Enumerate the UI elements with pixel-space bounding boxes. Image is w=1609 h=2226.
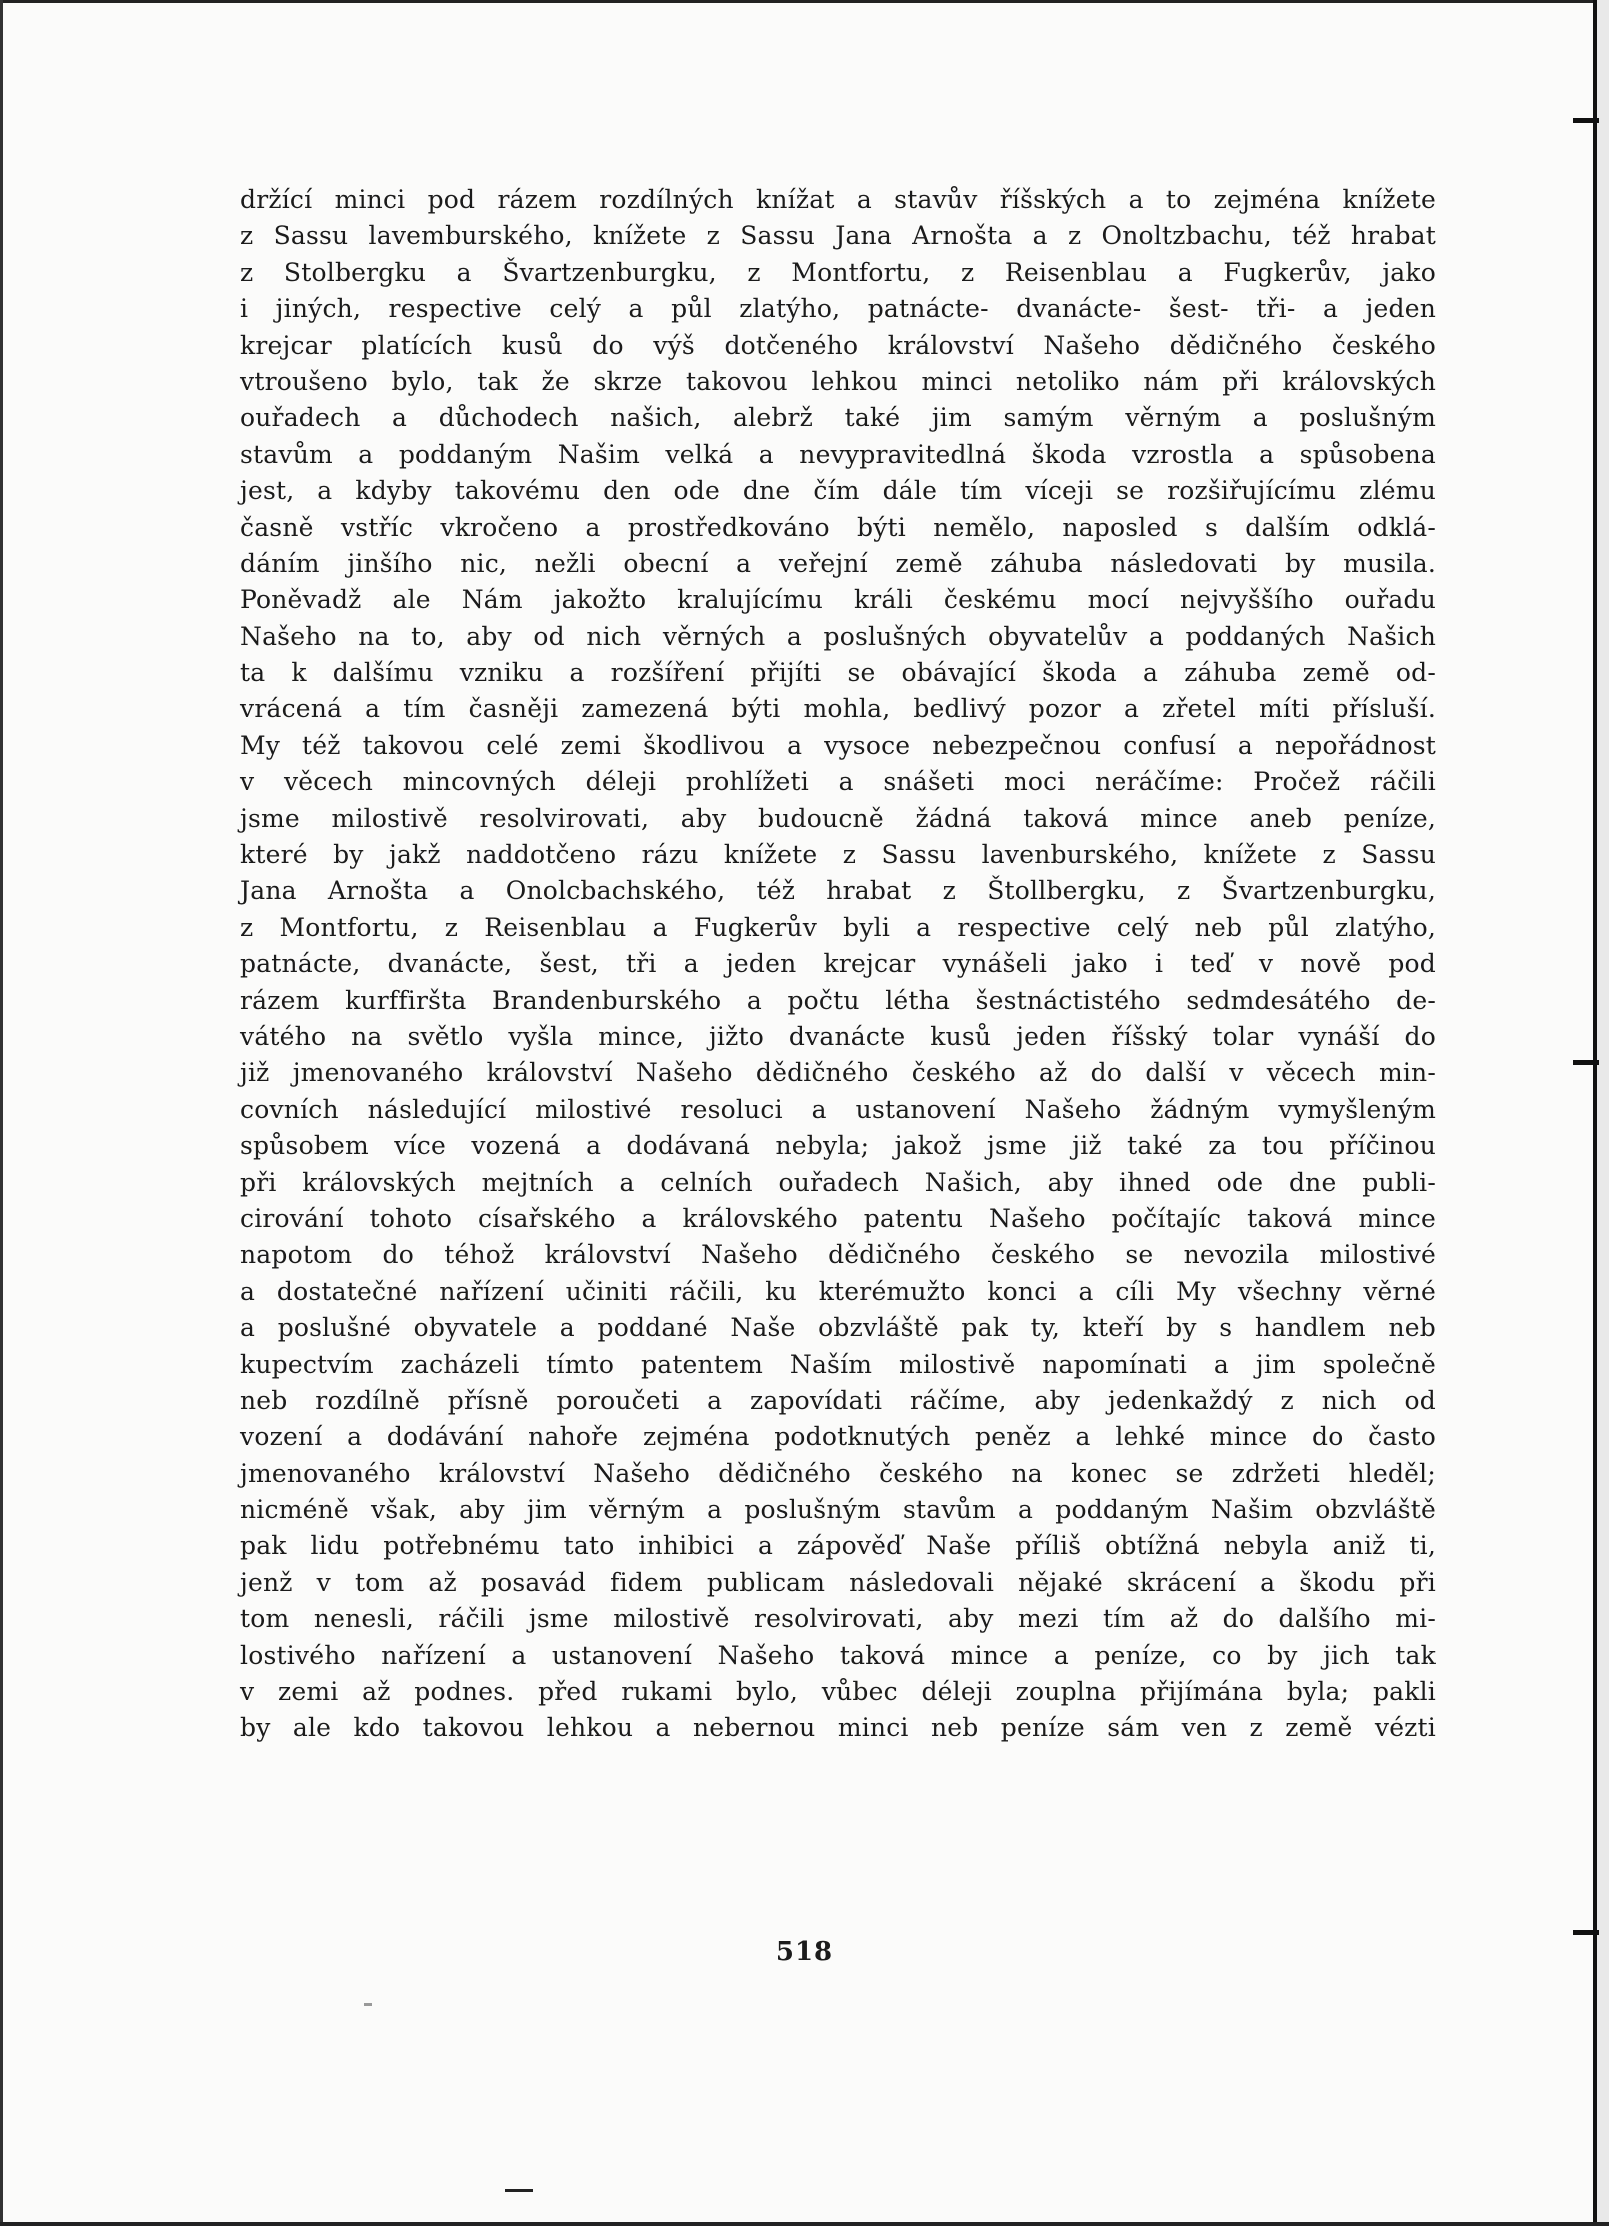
text-line: i jiných, respective celý a půl zlatýho, patnácte- dvanácte- šest- tři- a jeden	[240, 294, 1436, 324]
text-line: My též takovou celé zemi škodlivou a vysoce nebezpečnou confusí a nepořádnost	[240, 730, 1436, 760]
text-line: jest, a kdyby takovému den ode dne čím dále tím víceji se rozšiřujícímu zlému	[240, 476, 1436, 506]
scan-edge-bottom	[0, 2222, 1609, 2226]
scan-mark	[1573, 118, 1599, 123]
text-line: v zemi až podnes. před rukami bylo, vůbec déleji zouplna přijímána byla; pakli	[240, 1677, 1436, 1707]
text-line: a poslušné obyvatele a poddané Naše obzvláště pak ty, kteří by s handlem neb	[240, 1313, 1436, 1343]
text-line: ta k dalšímu vzniku a rozšíření přijíti se obávající škoda a záhuba země od-	[240, 658, 1436, 688]
text-line: z Sassu lavemburského, knížete z Sassu Jana Arnošta a z Onoltzbachu, též hrabat	[240, 221, 1436, 251]
text-line: z Montfortu, z Reisenblau a Fugkerův byli a respective celý neb půl zlatýho,	[240, 912, 1436, 942]
text-line: vrácená a tím časněji zamezená býti mohla, bedlivý pozor a zřetel míti přísluší.	[240, 694, 1436, 724]
text-line: z Stolbergku a Švartzenburgku, z Montfortu, z Reisenblau a Fugkerův, jako	[240, 257, 1436, 287]
text-line: Jana Arnošta a Onolcbachského, též hrabat z Štollbergku, z Švartzenburgku,	[240, 876, 1436, 906]
scan-margin-right	[1597, 0, 1609, 2226]
text-line: již jmenovaného království Našeho dědičného českého až do další v věcech min-	[240, 1058, 1436, 1088]
text-line: rázem kurffiršta Brandenburského a počtu létha šestnáctistého sedmdesátého de-	[240, 985, 1436, 1015]
text-line: nicméně však, aby jim věrným a poslušným stavům a poddaným Našim obzvláště	[240, 1495, 1436, 1525]
text-line: ouřadech a důchodech našich, alebrž také jim samým věrným a poslušným	[240, 403, 1436, 433]
scan-mark	[1573, 1060, 1599, 1065]
text-line: spůsobem více vozená a dodávaná nebyla; jakož jsme již také za tou příčinou	[240, 1131, 1436, 1161]
text-line: cirování tohoto císařského a královského patentu Našeho počítajíc taková mince	[240, 1203, 1436, 1233]
text-line: jmenovaného království Našeho dědičného českého na konec se zdržeti hleděl;	[240, 1458, 1436, 1488]
text-line: lostivého nařízení a ustanovení Našeho taková mince a peníze, co by jich tak	[240, 1640, 1436, 1670]
text-line: dáním jinšího nic, nežli obecní a veřejní země záhuba následovati by musila.	[240, 548, 1436, 578]
text-line: v věcech mincovných déleji prohlížeti a snášeti moci neráčíme: Pročež ráčili	[240, 767, 1436, 797]
text-line: jenž v tom až posavád fidem publicam následovali nějaké skrácení a škodu při	[240, 1567, 1436, 1597]
text-line: Našeho na to, aby od nich věrných a poslušných obyvatelův a poddaných Našich	[240, 621, 1436, 651]
text-line: držící minci pod rázem rozdílných knížat a stavův říšských a to zejména knížete	[240, 185, 1436, 214]
text-line: vtroušeno bylo, tak že skrze takovou lehkou minci netoliko nám při královských	[240, 366, 1436, 396]
text-line: patnácte, dvanácte, šest, tři a jeden krejcar vynášeli jako i teď v nově pod	[240, 949, 1436, 979]
text-line: by ale kdo takovou lehkou a nebernou minci neb peníze sám ven z země vézti	[240, 1713, 1436, 1743]
text-line: pak lidu potřebnému tato inhibici a zápověď Naše příliš obtížná nebyla aniž ti,	[240, 1531, 1436, 1561]
text-line: covních následující milostivé resoluci a ustanovení Našeho žádným vymyšleným	[240, 1094, 1436, 1124]
text-line: krejcar platících kusů do výš dotčeného království Našeho dědičného českého	[240, 330, 1436, 360]
scan-edge-right	[1593, 0, 1597, 2226]
text-line: vátého na světlo vyšla mince, jižto dvanácte kusů jeden říšský tolar vynáší do	[240, 1021, 1436, 1051]
scan-mark	[1573, 1930, 1599, 1935]
scan-speck	[364, 2003, 372, 2006]
scan-edge-left	[0, 0, 3, 2226]
page-number: 518	[775, 1937, 834, 1967]
scan-speck	[505, 2189, 533, 2192]
text-line: Poněvadž ale Nám jakožto kralujícímu králi českému mocí nejvyššího ouřadu	[240, 585, 1436, 615]
text-line: kupectvím zacházeli tímto patentem Naším milostivě napomínati a jim společně	[240, 1349, 1436, 1379]
text-line: časně vstříc vkročeno a prostředkováno býti nemělo, naposled s dalším odklá-	[240, 512, 1436, 542]
text-line: tom nenesli, ráčili jsme milostivě resolvirovati, aby mezi tím až do dalšího mi-	[240, 1604, 1436, 1634]
scan-edge-top	[0, 0, 1609, 3]
text-line: při královských mejtních a celních ouřadech Našich, aby ihned ode dne publi-	[240, 1167, 1436, 1197]
body-text	[240, 182, 1436, 1902]
text-line: jsme milostivě resolvirovati, aby budoucně žádná taková mince aneb peníze,	[240, 803, 1436, 833]
text-line: které by jakž naddotčeno rázu knížete z Sassu lavenburského, knížete z Sassu	[240, 840, 1436, 870]
text-line: vození a dodávání nahoře zejména podotknutých peněz a lehké mince do často	[240, 1422, 1436, 1452]
text-line: napotom do téhož království Našeho dědičného českého se nevozila milostivé	[240, 1240, 1436, 1270]
text-line: stavům a poddaným Našim velká a nevypravitedlná škoda vzrostla a spůsobena	[240, 439, 1436, 469]
text-line: neb rozdílně přísně poroučeti a zapovídati ráčíme, aby jedenkaždý z nich od	[240, 1385, 1436, 1415]
text-line: a dostatečné nařízení učiniti ráčili, ku kterémužto konci a cíli My všechny věrné	[240, 1276, 1436, 1306]
